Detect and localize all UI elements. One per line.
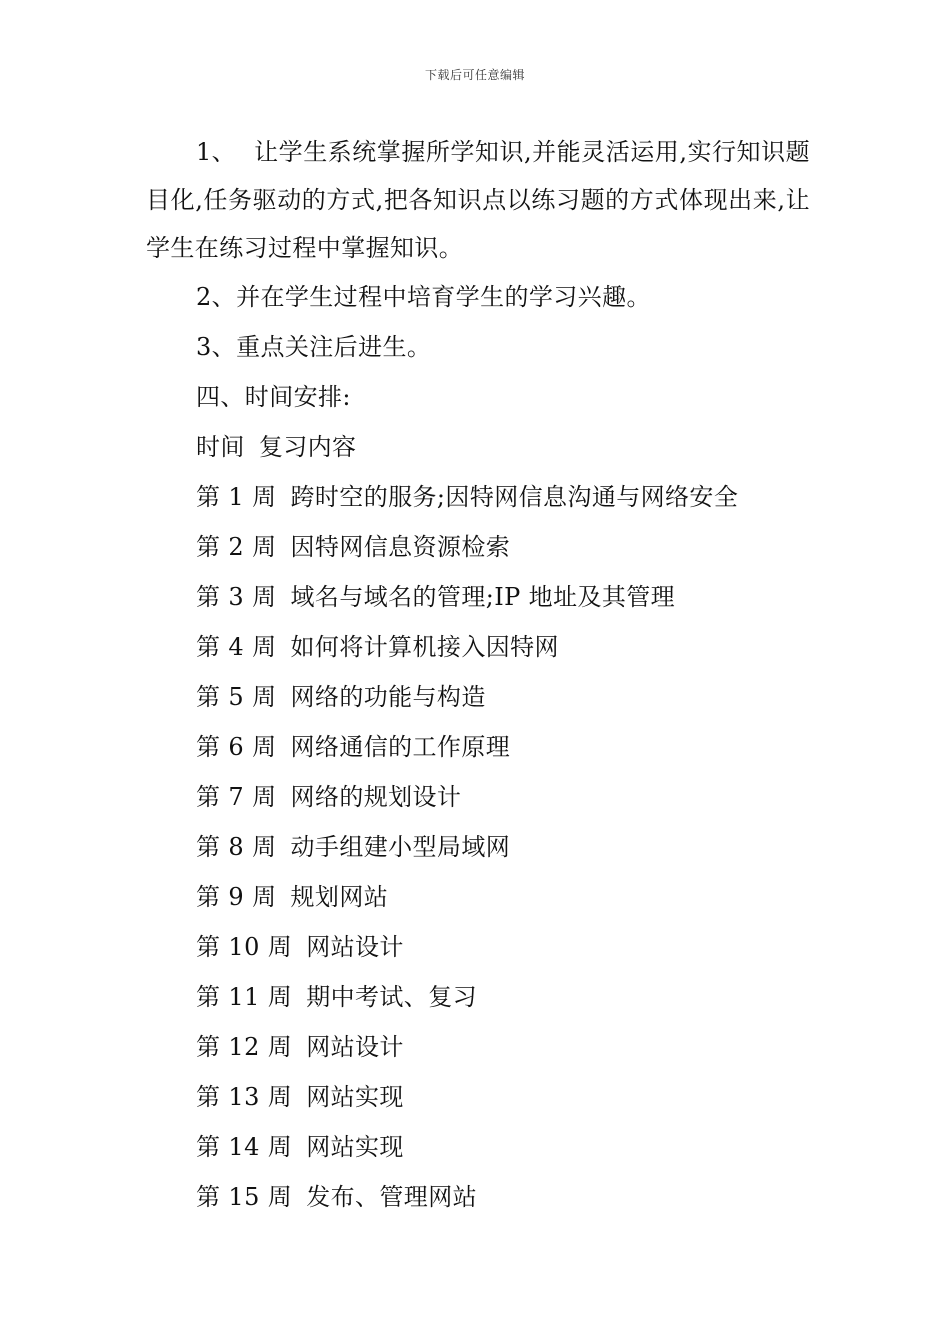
schedule-row: [146, 472, 810, 522]
schedule-week: 第 12 周: [196, 1033, 293, 1061]
schedule-row: [146, 972, 810, 1022]
schedule-content: 网络的功能与构造: [290, 683, 486, 711]
schedule-week: 第 9 周: [196, 883, 277, 911]
schedule-content: 网站实现: [306, 1083, 404, 1111]
paragraph-text: 让学生系统掌握所学知识,并能灵活运用,实行知识题目化,任务驱动的方式,把各知识点以练习题的方式体现出来,让学生在练习过程中掌握知识。: [146, 138, 810, 262]
schedule-week: 第 8 周: [196, 833, 277, 861]
schedule-row: [146, 572, 810, 622]
schedule-week: 第 11 周: [196, 983, 293, 1011]
schedule-content: 规划网站: [290, 883, 389, 911]
schedule-content: 网站设计: [306, 1033, 404, 1061]
schedule-week: 第 10 周: [196, 933, 293, 961]
schedule-row: [146, 1172, 810, 1222]
schedule-row: [146, 1072, 810, 1122]
schedule-header: [146, 422, 810, 472]
schedule-week: 第 6 周: [196, 733, 277, 761]
schedule-content: 跨时空的服务;因特网信息沟通与网络安全: [290, 483, 739, 511]
schedule-header-time: 时间: [196, 433, 245, 461]
schedule-content: 期中考试、复习: [306, 983, 478, 1011]
schedule-week: 第 5 周: [196, 683, 277, 711]
schedule-row: [146, 522, 810, 572]
schedule-content: 网站设计: [306, 933, 404, 961]
page-header: 下载后可任意编辑: [424, 68, 525, 82]
schedule-week: 第 2 周: [196, 533, 277, 561]
schedule-week: 第 15 周: [196, 1183, 293, 1211]
schedule-content: 因特网信息资源检索: [290, 533, 511, 561]
schedule-content: 网络的规划设计: [290, 783, 462, 811]
schedule-row: [146, 922, 810, 972]
schedule-content: 动手组建小型局域网: [290, 833, 511, 861]
schedule-row: [146, 722, 810, 772]
schedule-row: [146, 622, 810, 672]
schedule-row: [146, 872, 810, 922]
schedule-week: 第 3 周: [196, 583, 277, 611]
paragraph-goal-2: 2、并在学生过程中培育学生的学习兴趣。: [196, 283, 651, 311]
schedule-week: 第 1 周: [196, 483, 277, 511]
section-title: 四、时间安排:: [196, 383, 351, 411]
document-body: [146, 128, 810, 1222]
schedule-content: 域名与域名的管理;IP 地址及其管理: [290, 583, 676, 611]
schedule-content: 网站实现: [306, 1133, 404, 1161]
schedule-row: [146, 822, 810, 872]
paragraph-number: 1、: [196, 138, 237, 166]
schedule-row: [146, 772, 810, 822]
schedule-week: 第 13 周: [196, 1083, 293, 1111]
schedule-content: 如何将计算机接入因特网: [290, 633, 559, 661]
schedule-row: [146, 672, 810, 722]
schedule-row: [146, 1022, 810, 1072]
schedule-week: 第 4 周: [196, 633, 277, 661]
schedule-content: 网络通信的工作原理: [290, 733, 511, 761]
schedule-content: 发布、管理网站: [306, 1183, 478, 1211]
paragraph-goal-3: 3、重点关注后进生。: [196, 333, 432, 361]
schedule-header-content: 复习内容: [258, 433, 357, 461]
schedule-row: [146, 1122, 810, 1172]
schedule-week: 第 14 周: [196, 1133, 293, 1161]
paragraph-goal-1: [146, 128, 810, 272]
schedule-week: 第 7 周: [196, 783, 277, 811]
